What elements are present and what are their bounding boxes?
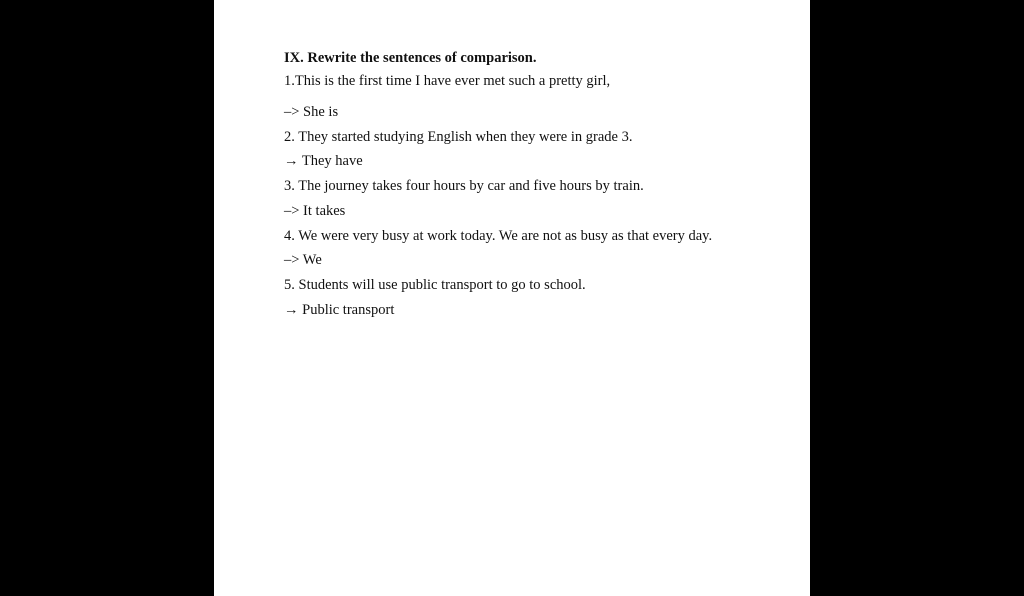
answer-3: –> It takes	[284, 203, 346, 219]
question-2: 2. They started studying English when they were in grade 3.	[284, 129, 633, 145]
question-1: 1.This is the first time I have ever met such a pretty girl,	[284, 73, 611, 89]
answer-4: –> We	[284, 252, 322, 268]
answer-1: –> She is	[284, 104, 339, 120]
answer-5: → Public transport	[284, 302, 395, 318]
question-5: 5. Students will use public transport to go to school.	[284, 277, 586, 293]
exercise-heading: IX. Rewrite the sentences of comparison.	[284, 50, 537, 66]
document-page	[214, 0, 810, 596]
answer-2: → They have	[284, 153, 363, 169]
question-4: 4. We were very busy at work today. We are not as busy as that every day.	[284, 228, 713, 244]
question-3: 3. The journey takes four hours by car and five hours by train.	[284, 178, 644, 194]
